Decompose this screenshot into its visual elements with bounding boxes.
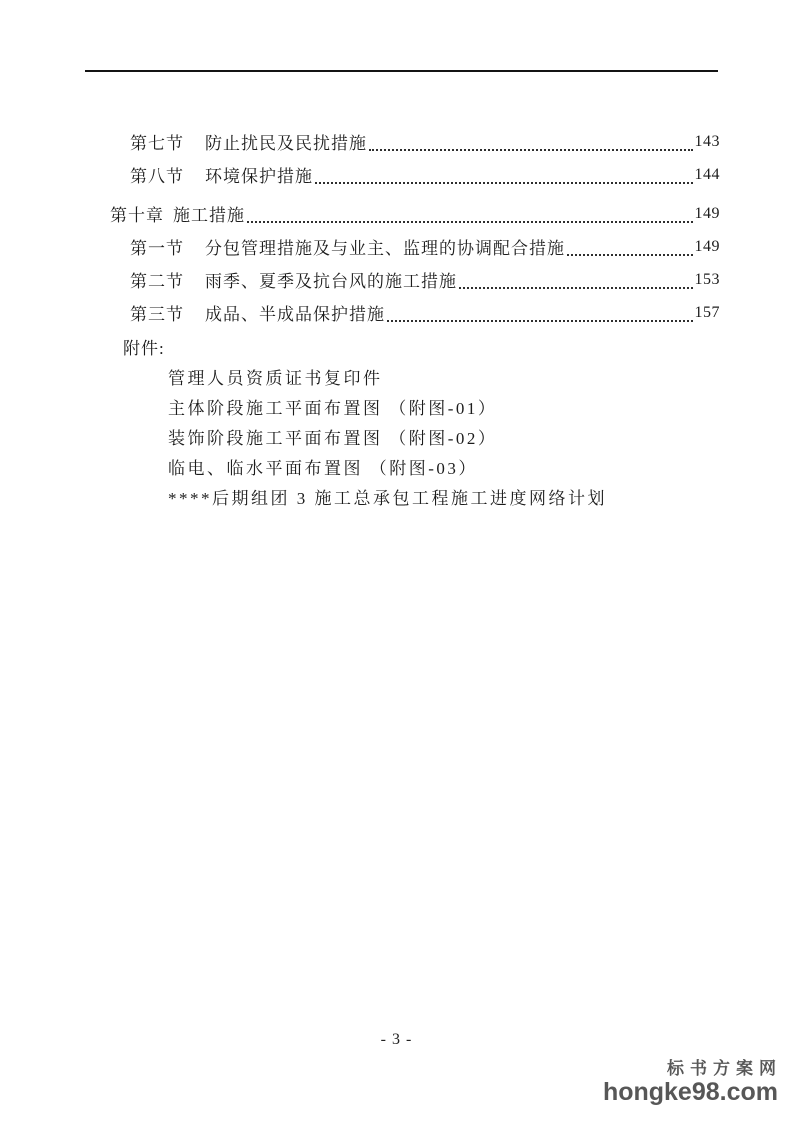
toc-leader-dots [387,320,693,322]
attachments-heading: 附件: [123,338,165,358]
toc-entry-label: 第七节 [130,134,184,153]
page-content [85,125,720,511]
attachments-section [85,331,720,511]
toc-entry-page: 144 [694,165,720,183]
toc-entry-page: 149 [694,237,720,255]
watermark-site-url: hongke98.com [602,1077,778,1106]
toc-entry-page: 153 [694,270,720,288]
toc-entry[interactable] [85,125,720,158]
toc-leader-dots [315,182,693,184]
toc-entry-label: 第三节 [130,305,184,324]
attachment-item: 主体阶段施工平面布置图 （附图-01） [168,398,498,418]
toc-leader-dots [247,221,693,223]
toc-leader-dots [369,149,693,151]
attachment-item: ****后期组团 3 施工总承包工程施工进度网络计划 [168,488,607,508]
toc-entry-title: 分包管理措施及与业主、监理的协调配合措施 [205,239,565,258]
attachment-list [85,361,720,511]
toc-entry[interactable] [85,296,720,329]
toc-list [85,125,720,329]
toc-entry[interactable] [85,230,720,263]
toc-entry[interactable] [85,158,720,191]
toc-leader-dots [459,287,693,289]
footer-page-number: - 3 - [380,1031,413,1048]
toc-entry-label: 第一节 [130,239,184,258]
attachment-item: 管理人员资质证书复印件 [168,368,383,388]
attachment-item: 临电、临水平面布置图 （附图-03） [168,458,478,478]
header-rule [85,70,718,72]
toc-entry-label: 第十章 [110,206,164,225]
toc-entry[interactable] [85,197,720,230]
toc-entry-page: 149 [694,204,720,222]
toc-entry-title: 雨季、夏季及抗台风的施工措施 [205,272,457,291]
toc-leader-dots [567,254,693,256]
toc-entry-page: 157 [694,303,720,321]
toc-entry-page: 143 [694,132,720,150]
watermark-site-name: 标书方案网 [667,1059,782,1078]
attachment-item: 装饰阶段施工平面布置图 （附图-02） [168,428,498,448]
toc-entry-label: 第二节 [130,272,184,291]
toc-entry-title: 环境保护措施 [205,167,313,186]
toc-entry[interactable] [85,263,720,296]
toc-entry-title: 施工措施 [173,206,245,225]
toc-entry-label: 第八节 [130,167,184,186]
toc-entry-title: 成品、半成品保护措施 [205,305,385,324]
toc-entry-title: 防止扰民及民扰措施 [205,134,367,153]
watermark [602,1059,782,1106]
